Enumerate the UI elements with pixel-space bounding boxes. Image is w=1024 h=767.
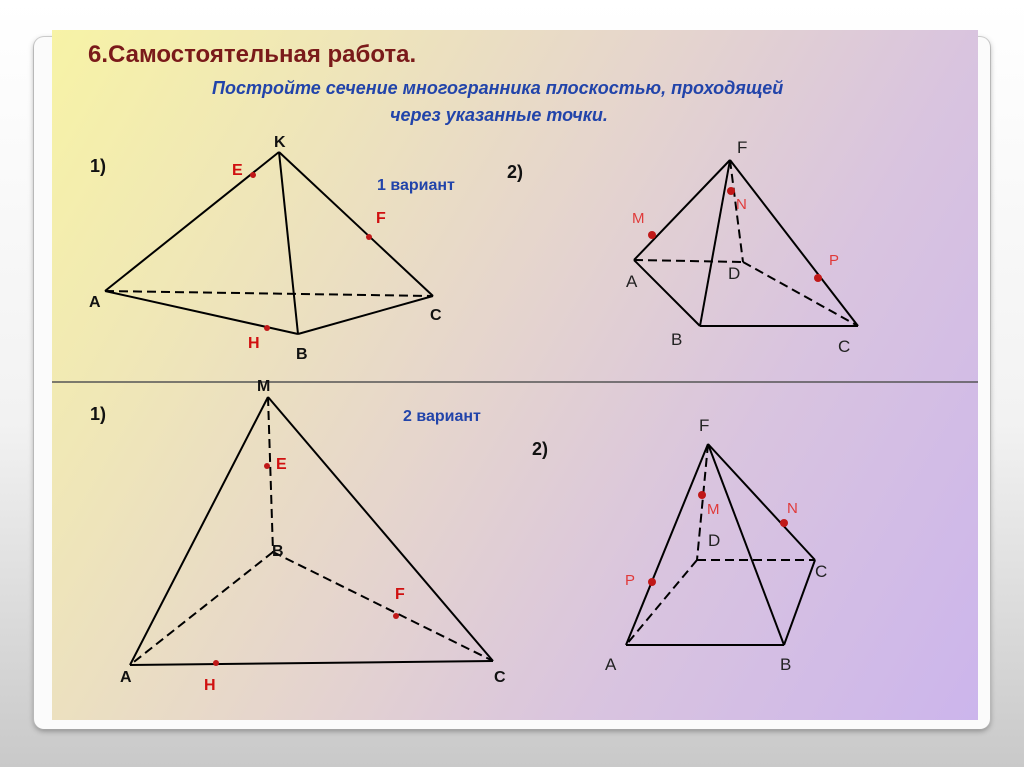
label-C: C: [430, 307, 442, 324]
label-H: H: [248, 335, 260, 352]
variant1-label: 1 вариант: [377, 177, 455, 194]
edge-AC-hidden: [105, 291, 433, 296]
label-M: M: [632, 210, 645, 227]
label-P: P: [625, 572, 636, 589]
edge-BA-hidden: [130, 552, 273, 665]
point-H: [264, 325, 270, 331]
v1-task2-number: 2): [507, 162, 524, 182]
edge-FC: [708, 444, 815, 560]
label-A: A: [120, 669, 132, 686]
label-H: H: [204, 677, 216, 694]
point-M: [648, 231, 656, 239]
subtitle-line-1: Постройте сечение многогранника плоскостью, проходящей: [212, 78, 784, 98]
point-E: [264, 463, 270, 469]
point-F: [366, 234, 372, 240]
label-E: E: [276, 456, 287, 473]
label-F: F: [376, 210, 386, 227]
point-M: [698, 491, 706, 499]
subtitle-line-2: через указанные точки.: [390, 105, 608, 125]
label-F: F: [699, 416, 710, 435]
point-P: [648, 578, 656, 586]
variant2-label: 2 вариант: [403, 408, 481, 425]
label-B: B: [780, 655, 792, 674]
v1-task1-number: 1): [90, 156, 107, 176]
page-title: 6.Самостоятельная работа.: [88, 41, 417, 68]
point-N: [780, 519, 788, 527]
label-B: B: [272, 543, 284, 560]
edge-BC: [298, 296, 433, 334]
label-B: B: [296, 346, 308, 363]
edge-AB: [634, 260, 700, 326]
point-F: [393, 613, 399, 619]
edge-FB: [700, 160, 730, 326]
label-C: C: [838, 337, 851, 356]
label-D: D: [708, 531, 721, 550]
edge-AC: [130, 661, 493, 665]
label-F: F: [737, 138, 748, 157]
variant1-task2-figure: [507, 138, 858, 356]
edge-AD-hidden: [634, 260, 743, 262]
variant1-task1-figure: [89, 134, 442, 363]
label-N: N: [787, 500, 798, 517]
edge-KB: [279, 152, 298, 334]
edge-FC: [730, 160, 858, 326]
label-A: A: [626, 272, 638, 291]
edge-KC: [279, 152, 433, 296]
point-E: [250, 172, 256, 178]
edge-DA-hidden: [626, 560, 697, 645]
variant2-task2-figure: [532, 416, 827, 674]
label-E: E: [232, 162, 243, 179]
label-N: N: [736, 196, 747, 213]
label-C: C: [815, 562, 828, 581]
v2-task1-number: 1): [90, 404, 107, 424]
label-D: D: [728, 264, 741, 283]
edge-MB-hidden: [268, 397, 273, 552]
point-N: [727, 187, 735, 195]
label-P: P: [829, 252, 840, 269]
edge-BC: [784, 560, 815, 645]
point-P: [814, 274, 822, 282]
label-M: M: [257, 378, 271, 395]
variant2-task1-figure: [90, 378, 506, 694]
label-A: A: [605, 655, 617, 674]
edge-BC-hidden: [273, 552, 493, 661]
label-B: B: [671, 330, 683, 349]
label-F: F: [395, 586, 405, 603]
label-C: C: [494, 669, 506, 686]
label-K: K: [274, 134, 286, 151]
edge-FA: [626, 444, 708, 645]
label-A: A: [89, 294, 101, 311]
edge-DC-hidden: [743, 262, 858, 326]
edge-MC: [268, 397, 493, 661]
label-M: M: [707, 501, 720, 518]
point-H: [213, 660, 219, 666]
v2-task2-number: 2): [532, 439, 549, 459]
edge-MA: [130, 397, 268, 665]
